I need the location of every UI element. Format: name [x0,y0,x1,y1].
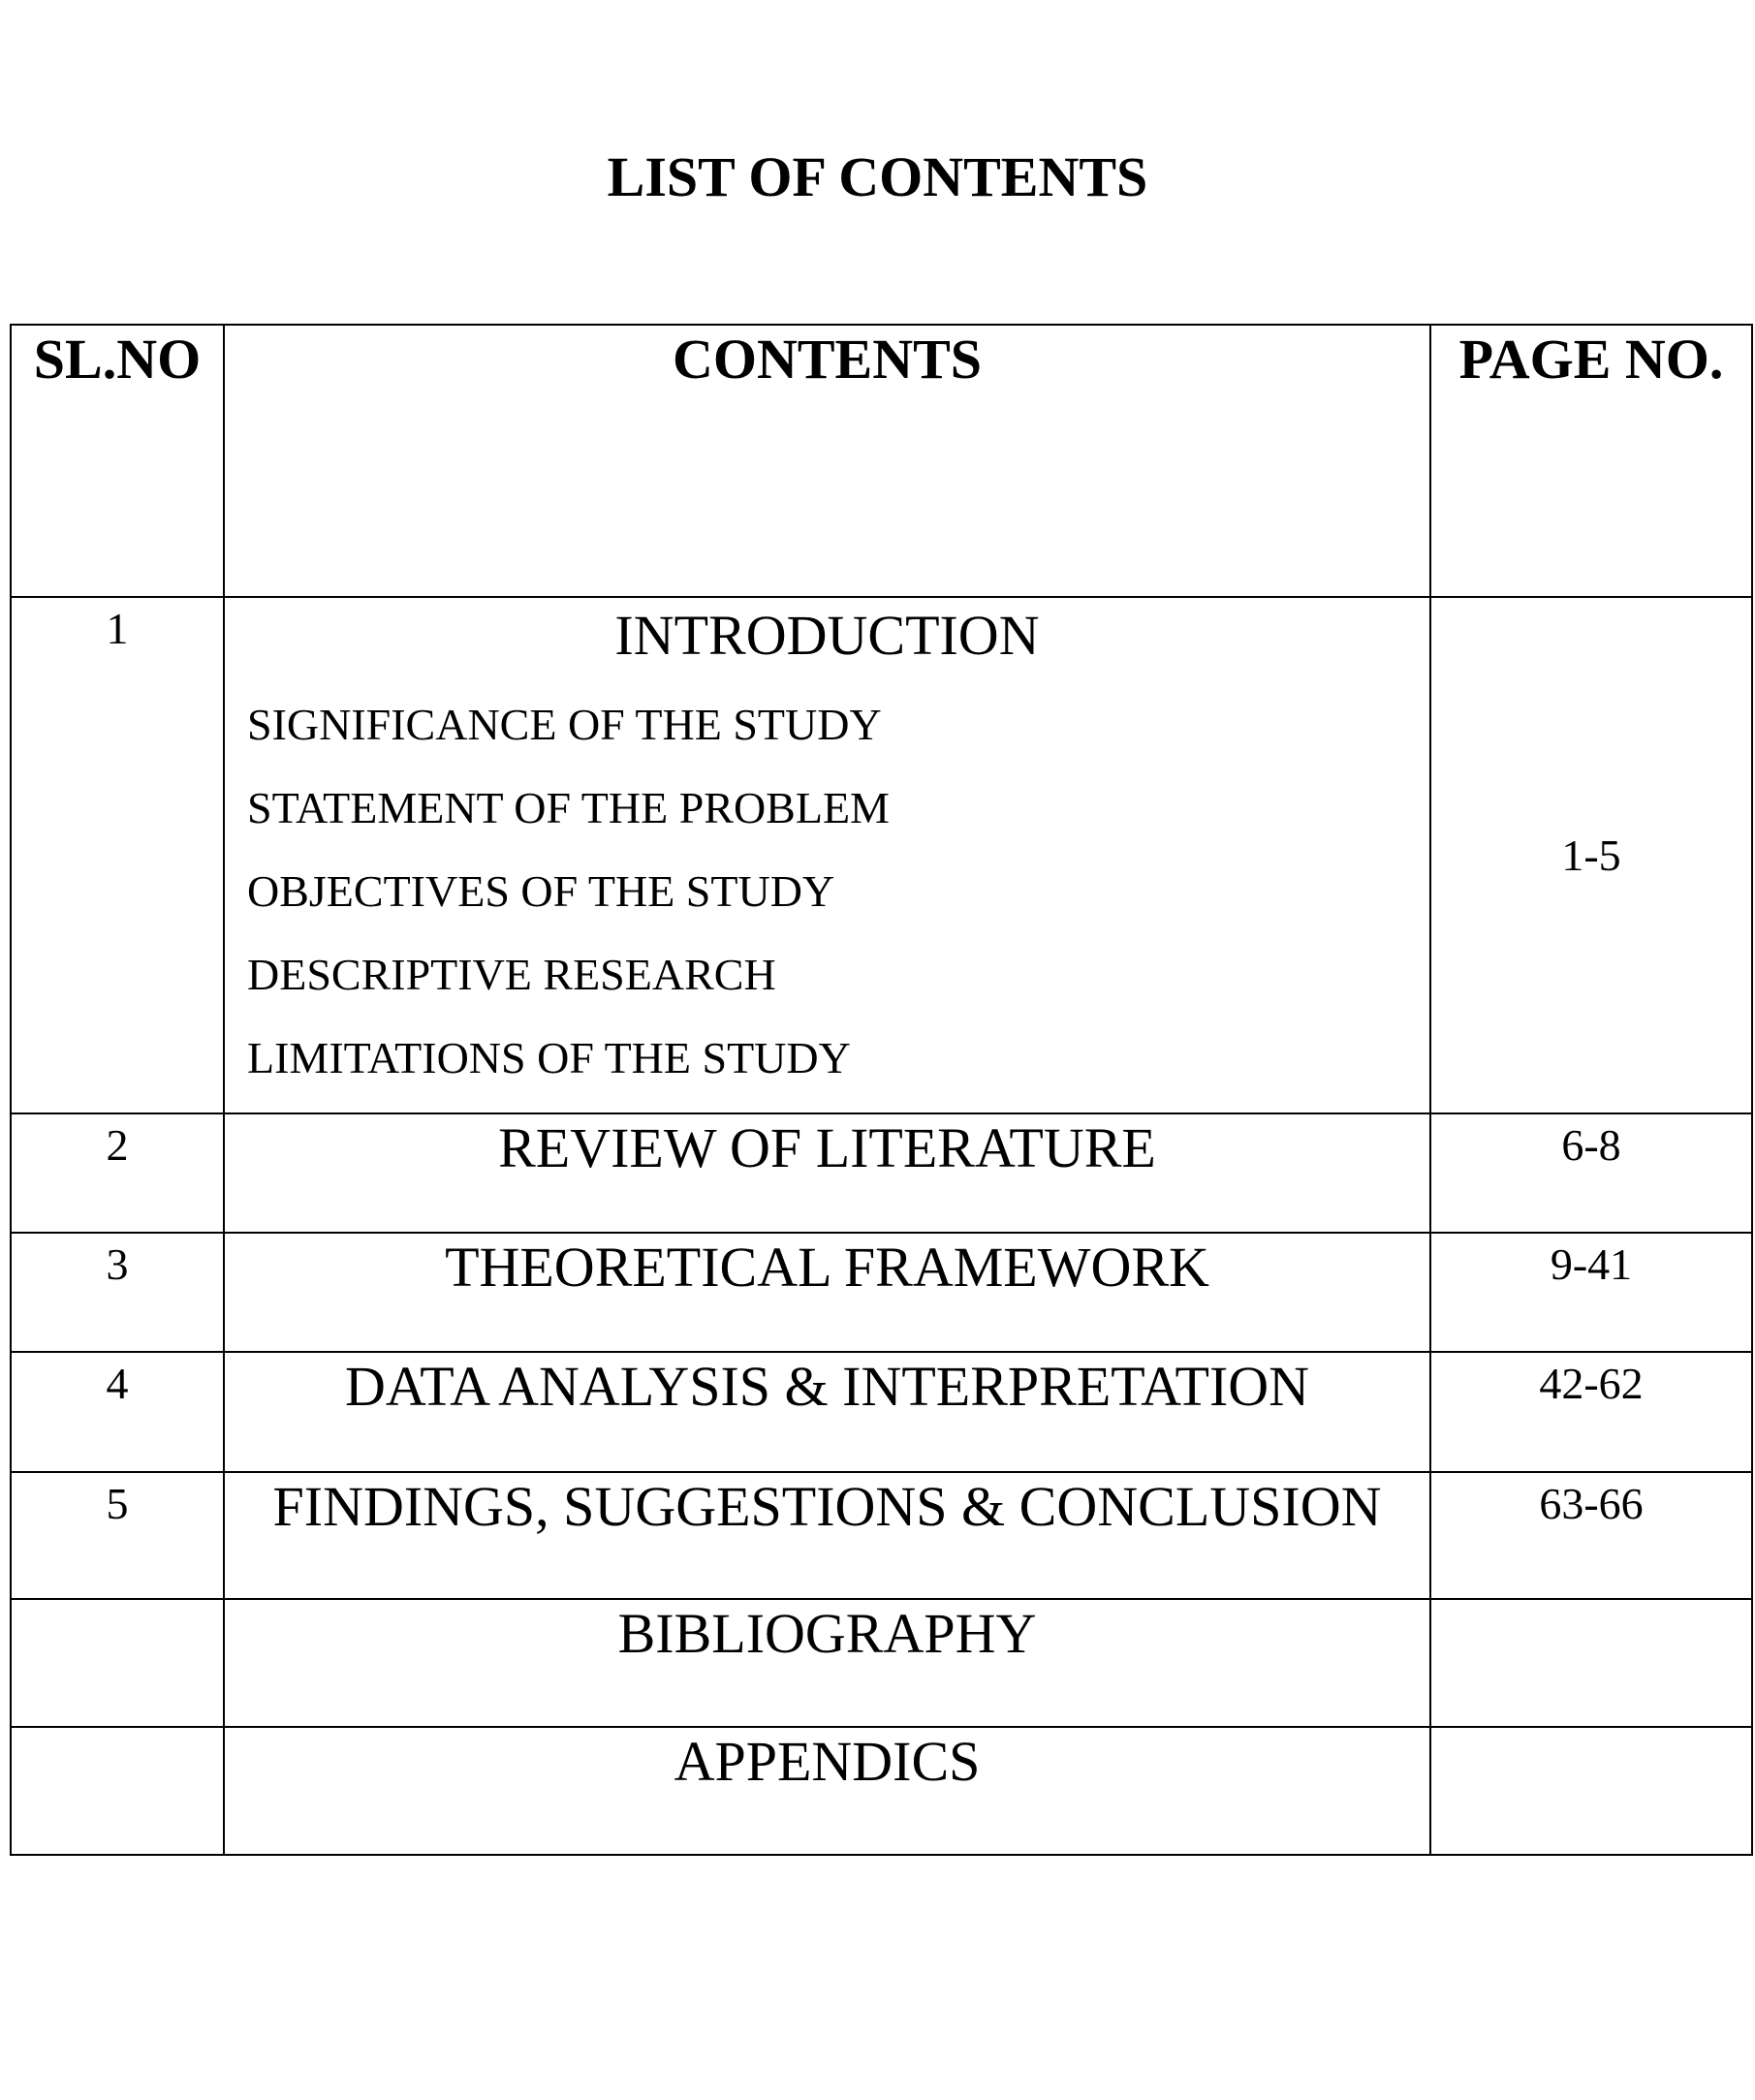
row-sl-number [11,1599,224,1727]
table-row [11,1113,1752,1233]
page-title: LIST OF CONTENTS [607,145,1148,208]
row-page-range: 6-8 [1430,1113,1752,1233]
contents-table [10,324,1753,1856]
row-sl-number [11,1727,224,1855]
chapter-title: DATA ANALYSIS & INTERPRETATION [224,1352,1430,1472]
subtopic-item: DESCRIPTIVE RESEARCH [247,950,776,999]
table-row [11,1233,1752,1352]
table-row [11,1727,1752,1855]
row-page-range: 63-66 [1430,1472,1752,1599]
chapter-title: THEORETICAL FRAMEWORK [224,1233,1430,1352]
subtopic-item: STATEMENT OF THE PROBLEM [247,783,890,832]
subtopic-item: OBJECTIVES OF THE STUDY [247,866,835,916]
row-contents-cell [224,597,1430,1113]
row-sl-number: 5 [11,1472,224,1599]
table-row [11,1472,1752,1599]
table-row [11,1352,1752,1472]
row-page-range [1430,1599,1752,1727]
chapter-title: INTRODUCTION [614,604,1040,667]
row-sl-number: 1 [11,597,224,1113]
chapter-title: REVIEW OF LITERATURE [224,1113,1430,1233]
subtopic-list [225,683,1429,1100]
row-sl-number: 4 [11,1352,224,1472]
header-sl-no: SL.NO [11,325,224,597]
subtopic-item: SIGNIFICANCE OF THE STUDY [247,700,882,749]
row-sl-number: 3 [11,1233,224,1352]
table-row [11,1599,1752,1727]
row-sl-number: 2 [11,1113,224,1233]
subtopic-item: LIMITATIONS OF THE STUDY [247,1033,851,1082]
chapter-title: BIBLIOGRAPHY [224,1599,1430,1727]
chapter-title: APPENDICS [224,1727,1430,1855]
row-page-range: 1-5 [1430,597,1752,1113]
row-page-range [1430,1727,1752,1855]
table-header-row [11,325,1752,597]
chapter-title: FINDINGS, SUGGESTIONS & CONCLUSION [224,1472,1430,1599]
row-page-range: 9-41 [1430,1233,1752,1352]
header-page-no: PAGE NO. [1430,325,1752,597]
row-page-range: 42-62 [1430,1352,1752,1472]
table-row [11,597,1752,1113]
header-contents: CONTENTS [224,325,1430,597]
